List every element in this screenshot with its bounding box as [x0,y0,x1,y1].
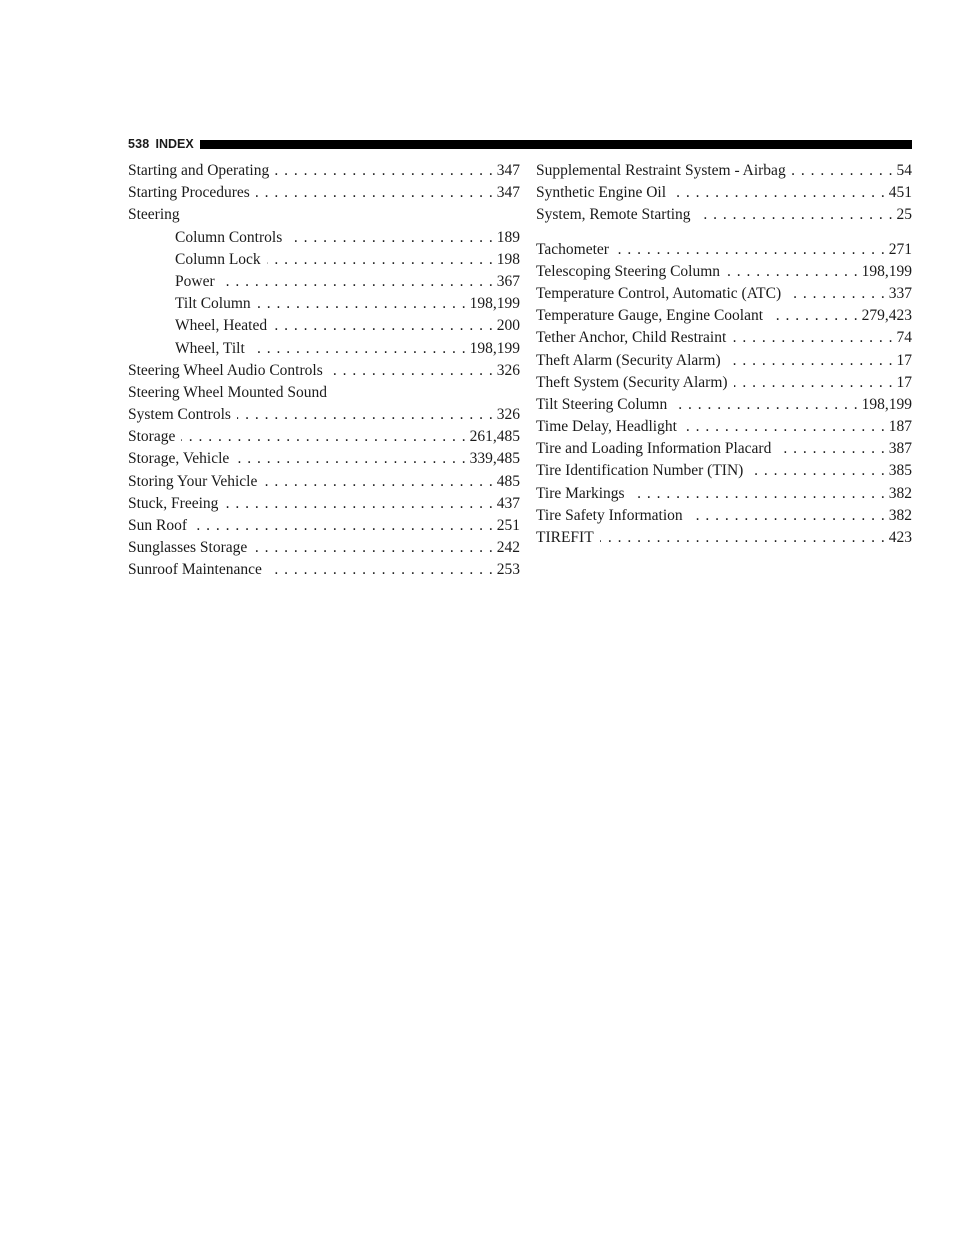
index-term: Stuck, Freeing [128,494,219,512]
index-term: Sunglasses Storage [128,539,248,557]
index-page-ref: 74 [896,329,912,347]
index-term: Tilt Steering Column [536,395,668,413]
index-term: Tire Identification Number (TIN) [536,462,744,480]
index-term: Wheel, Tilt [175,339,245,357]
index-page-ref: 271 [888,240,912,258]
index-term: Column Controls [175,228,283,246]
index-term: Column Lock [175,250,261,268]
section-title: INDEX [155,137,194,151]
dot-leader [288,227,493,249]
index-page-ref: 382 [888,484,912,502]
index-term: Storage, Vehicle [128,450,230,468]
dot-leader [673,394,857,416]
index-page-ref: 198,199 [469,339,520,357]
index-term: Starting Procedures [128,184,250,202]
index-page-ref: 326 [496,406,520,424]
index-term: Steering Wheel Audio Controls [128,361,323,379]
index-entry [536,350,912,372]
index-page-ref: 25 [896,206,912,224]
index-term: Tire Markings [536,484,625,502]
dot-leader [732,327,892,349]
index-term: Wheel, Heated [175,317,268,335]
index-column-right [536,160,912,549]
dot-leader [268,559,493,581]
index-page-ref: 17 [896,373,912,391]
dot-leader [777,438,884,460]
dot-leader [193,515,493,537]
index-term: Telescoping Steering Column [536,262,721,280]
dot-leader [267,249,493,271]
index-page-ref: 382 [888,506,912,524]
index-term: Power [175,272,215,290]
index-term: Tachometer [536,240,609,258]
index-page-ref: 485 [496,472,520,490]
index-entry [128,249,520,271]
index-entry [536,261,912,283]
index-entry [128,315,520,337]
index-entry [536,239,912,261]
index-term: Tire Safety Information [536,506,683,524]
index-page-ref: 347 [496,184,520,202]
index-term: Steering [128,206,180,224]
dot-leader [221,271,493,293]
index-entry [536,505,912,527]
dot-leader [224,493,492,515]
index-term: Steering Wheel Mounted Sound [128,383,328,401]
index-page-ref: 387 [888,440,912,458]
index-column-left [128,160,520,582]
page-number: 538 [128,137,150,151]
index-term: System Controls [128,406,231,424]
dot-leader [237,404,493,426]
index-entry [536,305,912,327]
index-entry [128,559,520,581]
index-entry [536,527,912,549]
index-page-ref: 187 [888,418,912,436]
index-term: Storage [128,428,176,446]
index-entry [128,293,520,315]
index-entry [128,271,520,293]
index-term: System, Remote Starting [536,206,691,224]
dot-leader [689,505,885,527]
index-page-ref: 339,485 [469,450,520,468]
index-page-ref: 347 [496,162,520,179]
index-term: Sunroof Maintenance [128,561,262,579]
index-term: Theft System (Security Alarm) [536,373,728,391]
index-entry [128,360,520,382]
index-entry [128,182,520,204]
index-page-ref: 54 [896,162,912,179]
index-term: Time Delay, Headlight [536,418,677,436]
index-entry [536,394,912,416]
index-term: Theft Alarm (Security Alarm) [536,351,721,369]
index-page-ref: 326 [496,361,520,379]
index-term: Sun Roof [128,517,187,534]
index-term: Temperature Gauge, Engine Coolant [536,307,764,325]
dot-leader [275,160,493,182]
index-page-ref: 200 [496,317,520,335]
index-entry [536,182,912,204]
dot-leader [697,204,893,226]
dot-leader [631,483,885,505]
dot-leader [257,293,466,315]
index-page-ref: 253 [496,561,520,579]
index-page-ref: 251 [496,517,520,534]
index-page-ref: 385 [888,462,912,480]
dot-leader [727,350,893,372]
index-term: Temperature Control, Automatic (ATC) [536,284,782,302]
index-page-ref: 17 [896,351,912,369]
index-term: Tilt Column [175,295,251,313]
dot-leader [263,471,492,493]
index-term: Storing Your Vehicle [128,472,258,490]
index-entry [536,204,912,226]
index-entry [128,382,520,404]
dot-leader [235,448,465,470]
dot-leader [683,416,885,438]
dot-leader [792,160,893,182]
index-entry [128,160,520,182]
header-rule [200,140,912,149]
index-page-ref: 198 [496,250,520,268]
dot-leader [181,426,465,448]
dot-leader [734,372,893,394]
dot-leader [749,460,884,482]
index-entry [536,372,912,394]
index-entry [128,204,520,226]
dot-leader [273,315,493,337]
index-term: TIREFIT [536,529,594,546]
index-entry [536,416,912,438]
index-entry [536,160,912,182]
dot-leader [251,338,466,360]
dot-leader [600,527,885,549]
index-entry [128,426,520,448]
index-entry [536,460,912,482]
index-page-ref: 198,199 [861,262,912,280]
index-page-ref: 242 [496,539,520,557]
dot-leader [329,360,493,382]
index-page-ref: 423 [888,529,912,546]
page-header [128,136,912,152]
index-entry [128,338,520,360]
dot-leader [256,182,493,204]
index-page-ref: 367 [496,272,520,290]
index-entry [128,404,520,426]
index-page-ref: 451 [888,184,912,202]
index-entry [536,483,912,505]
index-term: Supplemental Restraint System - Airbag [536,162,786,179]
dot-leader [726,261,858,283]
dot-leader [769,305,858,327]
dot-leader [672,182,885,204]
dot-leader [615,239,885,261]
index-page-ref: 337 [888,284,912,302]
index-entry [128,537,520,559]
index-entry [536,438,912,460]
index-page-ref: 189 [496,228,520,246]
index-entry [128,515,520,537]
dot-leader [787,283,885,305]
index-page-ref: 437 [496,494,520,512]
index-page-ref: 198,199 [469,295,520,313]
index-term: Tether Anchor, Child Restraint [536,329,727,347]
index-entry [536,283,912,305]
dot-leader [253,537,492,559]
index-page-ref: 279,423 [861,307,912,325]
index-term: Starting and Operating [128,162,270,179]
index-entry [128,227,520,249]
index-entry [128,493,520,515]
index-entry [536,327,912,349]
index-page-ref: 261,485 [469,428,520,446]
index-term: Synthetic Engine Oil [536,184,667,202]
index-term: Tire and Loading Information Placard [536,440,772,458]
index-entry [128,471,520,493]
index-page-ref: 198,199 [861,395,912,413]
index-entry [128,448,520,470]
